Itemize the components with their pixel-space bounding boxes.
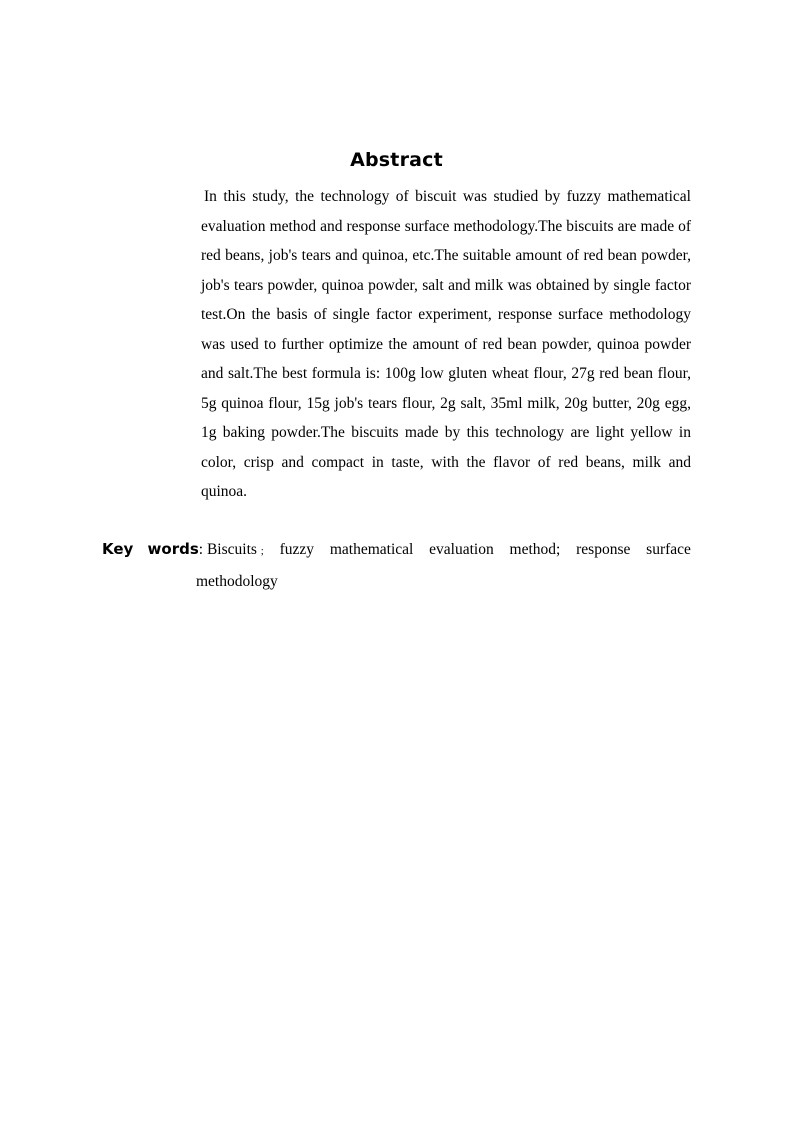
keyword-separator: ;: [260, 545, 264, 557]
keyword-word: surface: [646, 541, 691, 558]
keywords-line: [102, 535, 691, 567]
keywords-continuation: [102, 567, 691, 597]
keywords-section: [102, 535, 691, 596]
keyword-word: methodology: [196, 572, 278, 590]
keyword-word: evaluation: [429, 541, 494, 558]
abstract-title: Abstract: [350, 149, 443, 171]
abstract-body: In this study, the technology of biscuit was studied by fuzzy mathematical evaluation method and response surface methodology.The biscuits are made of red beans, job's tears and quinoa, etc.The suitable amount of red bean powder, job's tears powder, quinoa powder, salt and milk was obtained by single factor test.On the basis of single factor experiment, response surface methodology was used to further optimize the amount of red bean powder, quinoa powder and salt.The best formula is: 100g low gluten wheat flour, 27g red bean flour, 5g quinoa flour, 15g job's tears flour, 2g salt, 35ml milk, 20g butter, 20g egg, 1g baking powder.The biscuits made by this technology are light yellow in color, crisp and compact in taste, with the flavor of red beans, milk and quinoa.: [201, 188, 691, 500]
keywords-lead: [102, 535, 264, 567]
keywords-separator: :: [198, 541, 204, 558]
keyword-item: Biscuits: [206, 541, 257, 558]
keyword-word: method;: [509, 541, 561, 558]
keywords-label: Key words: [102, 540, 199, 558]
keyword-word: mathematical: [329, 541, 414, 558]
keyword-word: fuzzy: [279, 541, 315, 558]
keyword-word: response: [576, 541, 631, 558]
